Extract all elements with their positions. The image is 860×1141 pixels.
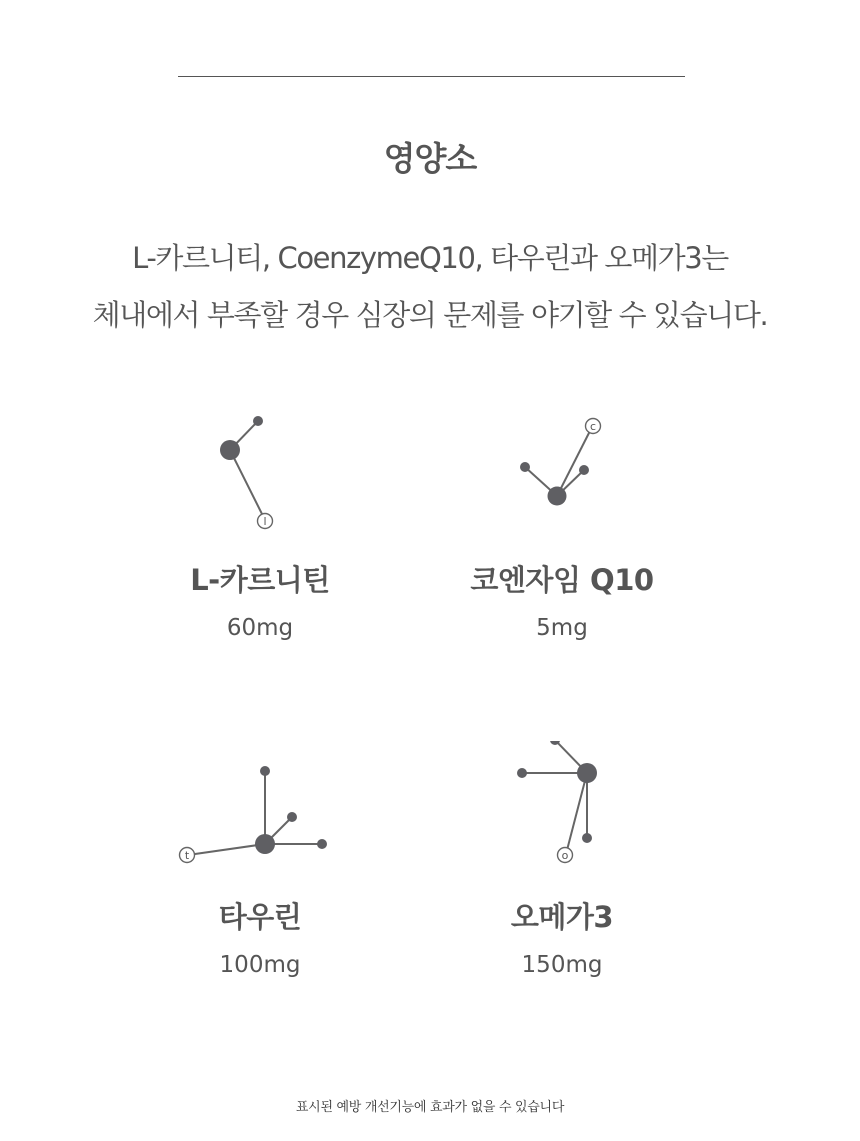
nutrient-name: 코엔자임 Q10 (470, 563, 654, 597)
nutrient-name: L-카르니틴 (190, 563, 330, 597)
nutrient-amount: 60mg (226, 615, 294, 641)
molecule-l-icon (110, 404, 410, 554)
nutrient-amount: 5mg (536, 615, 588, 641)
disclaimer-footnote: 표시된 예방 개선기능에 효과가 없을 수 있습니다 (295, 1100, 565, 1115)
nutrient-amount: 150mg (521, 952, 603, 978)
nutrient-name: 타우린 (218, 900, 302, 934)
molecule-t-icon (110, 741, 410, 891)
nutrient-amount: 100mg (219, 952, 301, 978)
nutrient-card-l-carnitine (110, 404, 410, 674)
nutrient-name: 오메가3 (510, 900, 614, 934)
molecule-letter-l: l (263, 515, 267, 528)
nutrient-card-coenzyme-q10 (412, 404, 712, 674)
description-line-2: 체내에서 부족할 경우 심장의 문제를 야기할 수 있습니다. (92, 298, 768, 332)
nutrient-card-taurine (110, 741, 410, 1011)
molecule-o-icon (412, 741, 712, 891)
molecule-c-icon (412, 404, 712, 554)
molecule-letter-c: c (589, 420, 597, 433)
nutrient-card-omega-3 (412, 741, 712, 1011)
molecule-letter-o: o (561, 849, 569, 862)
section-title: 영양소 (383, 139, 477, 178)
molecule-letter-t: t (184, 849, 190, 862)
top-divider (178, 76, 685, 77)
description-line-1: L-카르니티, CoenzymeQ10, 타우린과 오메가3는 (132, 241, 728, 275)
